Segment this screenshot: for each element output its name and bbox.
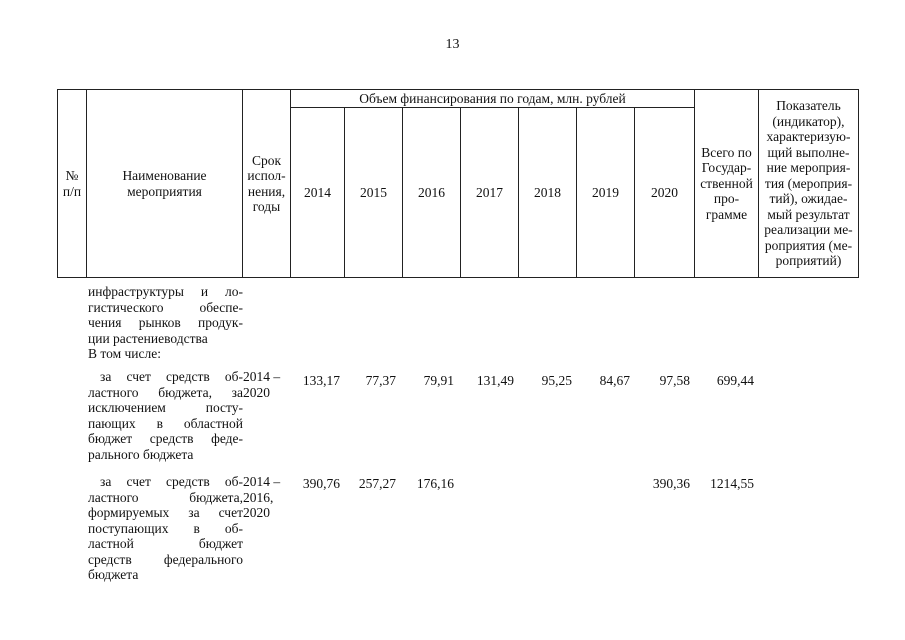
row-2-value-2016: 176,16: [416, 476, 454, 491]
header-year: 2019: [577, 108, 635, 278]
header-indicator: Показатель (индикатор), характеризую-щий выполне-ние мероприя-тия (мероприя-тий), ожидае-мый результат реализации ме-роприятия (ме-роприятий): [759, 90, 859, 278]
row-2-value-2014: 390,76: [302, 476, 340, 491]
header-year: 2017: [461, 108, 519, 278]
row-1-value-2015: 77,37: [365, 373, 396, 388]
row-2-name: за счет средств об- ластного бюджета, формируемых за счет поступающих в об- ластной бюджет средств федерального бюджета: [88, 474, 243, 582]
continuation-text: инфраструктуры и ло- гистического обеспе- чения рынков продук- ции растениеводства В том числе:: [88, 284, 243, 361]
row-1-name: за счет средств об- ластного бюджета, за исключением посту- пающих в областной бюджет средств феде- рального бюджета: [88, 369, 243, 462]
row-2-value-2020: 390,36: [652, 476, 690, 491]
row-1-total: 699,44: [716, 373, 754, 388]
row-1-value-2014: 133,17: [302, 373, 340, 388]
table-header: [57, 89, 859, 278]
row-1-period: 2014 – 2020: [243, 369, 281, 400]
row-1-value-2019: 84,67: [599, 373, 630, 388]
row-2-period: 2014 – 2016, 2020: [243, 474, 281, 520]
header-total: Всего по Государ-ственной про-грамме: [695, 90, 759, 278]
header-year: 2014: [291, 108, 345, 278]
header-year: 2018: [519, 108, 577, 278]
header-funding: Объем финансирования по годам, млн. рублей: [291, 90, 695, 108]
header-year: 2020: [635, 108, 695, 278]
header-name: Наименование мероприятия: [87, 90, 243, 278]
page-number: 13: [445, 37, 460, 52]
header-period: Срок испол-нения, годы: [243, 90, 291, 278]
header-year: 2016: [403, 108, 461, 278]
row-1-value-2018: 95,25: [541, 373, 572, 388]
row-1-value-2016: 79,91: [423, 373, 454, 388]
row-2-total: 1214,55: [710, 476, 754, 491]
row-2-value-2015: 257,27: [358, 476, 396, 491]
header-year: 2015: [345, 108, 403, 278]
row-1-value-2020: 97,58: [659, 373, 690, 388]
row-1-value-2017: 131,49: [476, 373, 514, 388]
header-num: № п/п: [58, 90, 87, 278]
